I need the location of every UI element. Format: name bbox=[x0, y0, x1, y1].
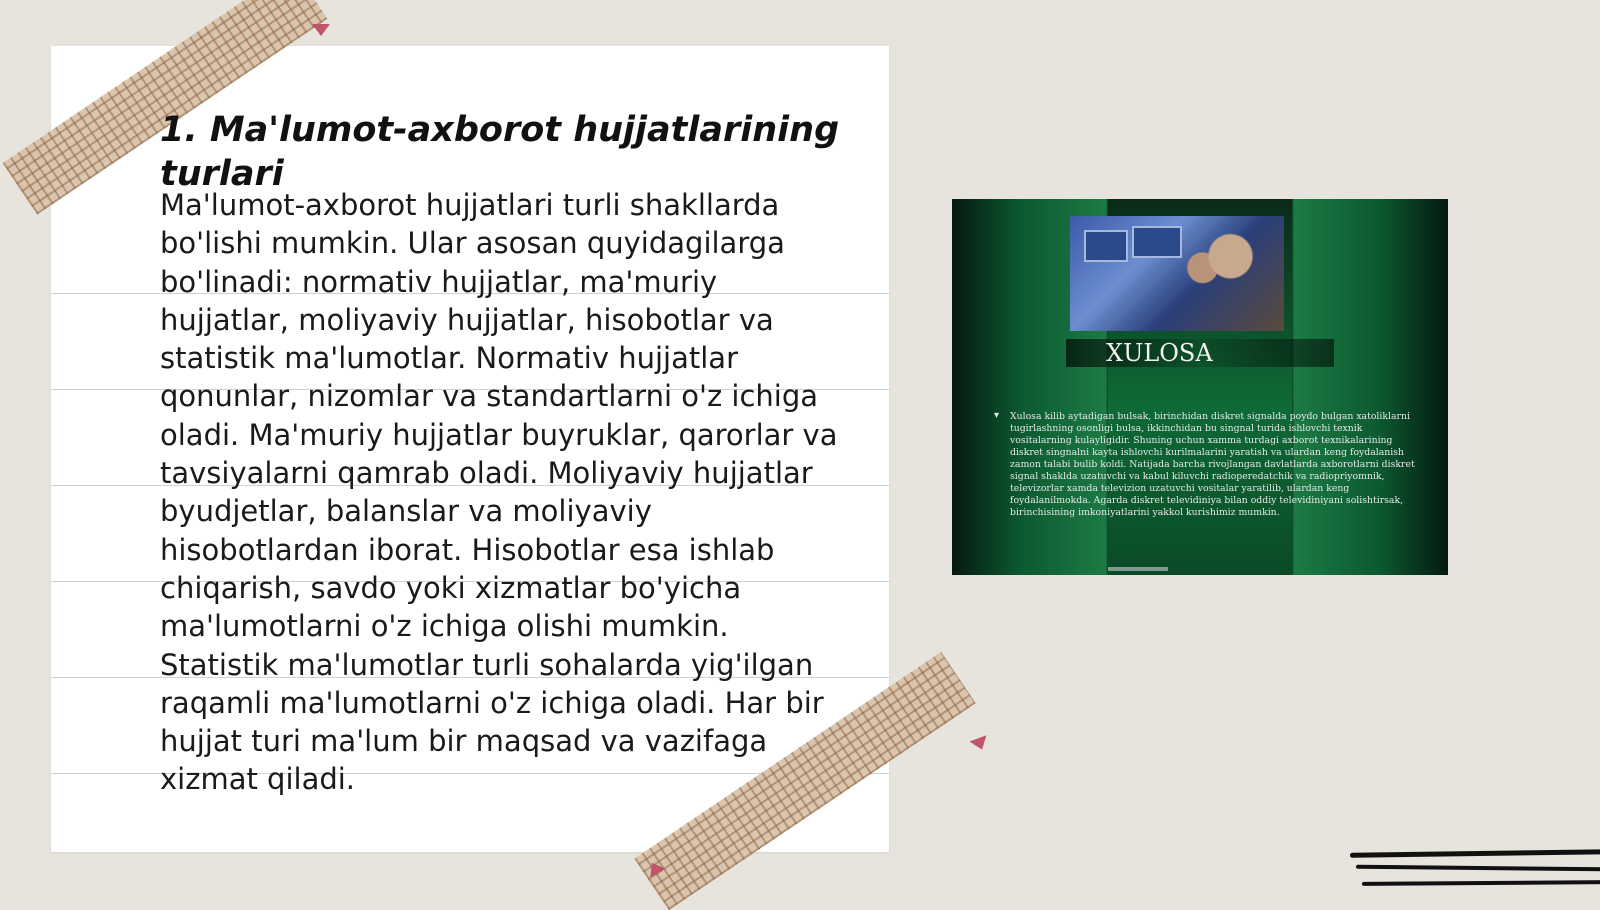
scribble-line bbox=[1350, 849, 1600, 858]
slide-body-text: Ma'lumot-axborot hujjatlari turli shakllarda bo'lishi mumkin. Ular asosan quyidagilarga bo'linadi: normativ hujjatlar, ma'muriy hujjatlar, moliyaviy hujjatlar, hisobotlar va statistik ma'lumotlar. Normativ hujjatlar qonunlar, nizomlar va standartlarni o'z ichiga oladi. Ma'muriy hujjatlar buyruklar, qarorlar va tavsiyalarni qamrab oladi. Moliyaviy hujjatlar byudjetlar, balanslar va moliyaviy hisobotlardan iborat. Hisobotlar esa ishlab chiqarish, savdo yoki xizmatlar bo'yicha ma'lumotlarni o'z ichiga olishi mumkin. Statistik ma'lumotlar turli sohalarda yig'ilgan raqamli ma'lumotlarni o'z ichiga oladi. Har bir hujjat turi ma'lum bir maqsad va vazifaga xizmat qiladi. bbox=[160, 188, 838, 797]
monitor-icon bbox=[1084, 230, 1128, 262]
slide-title: 1. Ma'lumot-axborot hujjatlarining turlari bbox=[160, 110, 840, 194]
slide-decoration bbox=[1108, 567, 1168, 571]
embedded-slide-text: Xulosa kilib aytadigan bulsak, birinchidan diskret signalda poydo bulgan xatoliklarni tugirlashning osonligi bulsa, ikkinchidan bu singnal turida ishlovchi texnik vositalarning kulayligidir. Shuning uchun xamma turdagi axborot texnikalarining diskret singnalni kayta ishlovchi kurilmalarini yaratish va ulardan keng foydalanish zamon talabi bulib koldi. Natijada barcha rivojlangan davlatlarda axborotlarni diskret signal shaklda uzatuvchi va kabul kiluvchi radioperedatchik va radiopriyomnik, televizorlar xamda televizion uzatuvchi vositalar yaratilib, ulardan keng foydalanilmokda. Agarda diskret televidiniya bilan oddiy televidiniyani solishtirsak, birinchisining imkoniyatlarini yakkol kurishimiz mumkin. bbox=[1010, 411, 1415, 518]
monitor-icon bbox=[1132, 226, 1182, 258]
office-photo bbox=[1070, 216, 1284, 331]
bullet-icon: ▾ bbox=[994, 410, 1000, 421]
pin-icon bbox=[312, 24, 330, 36]
scribble-line bbox=[1362, 880, 1600, 886]
scribble-line bbox=[1356, 865, 1600, 872]
pin-icon bbox=[969, 735, 990, 752]
embedded-slide-heading: XULOSA bbox=[1066, 339, 1334, 367]
embedded-slide-image bbox=[952, 199, 1448, 575]
